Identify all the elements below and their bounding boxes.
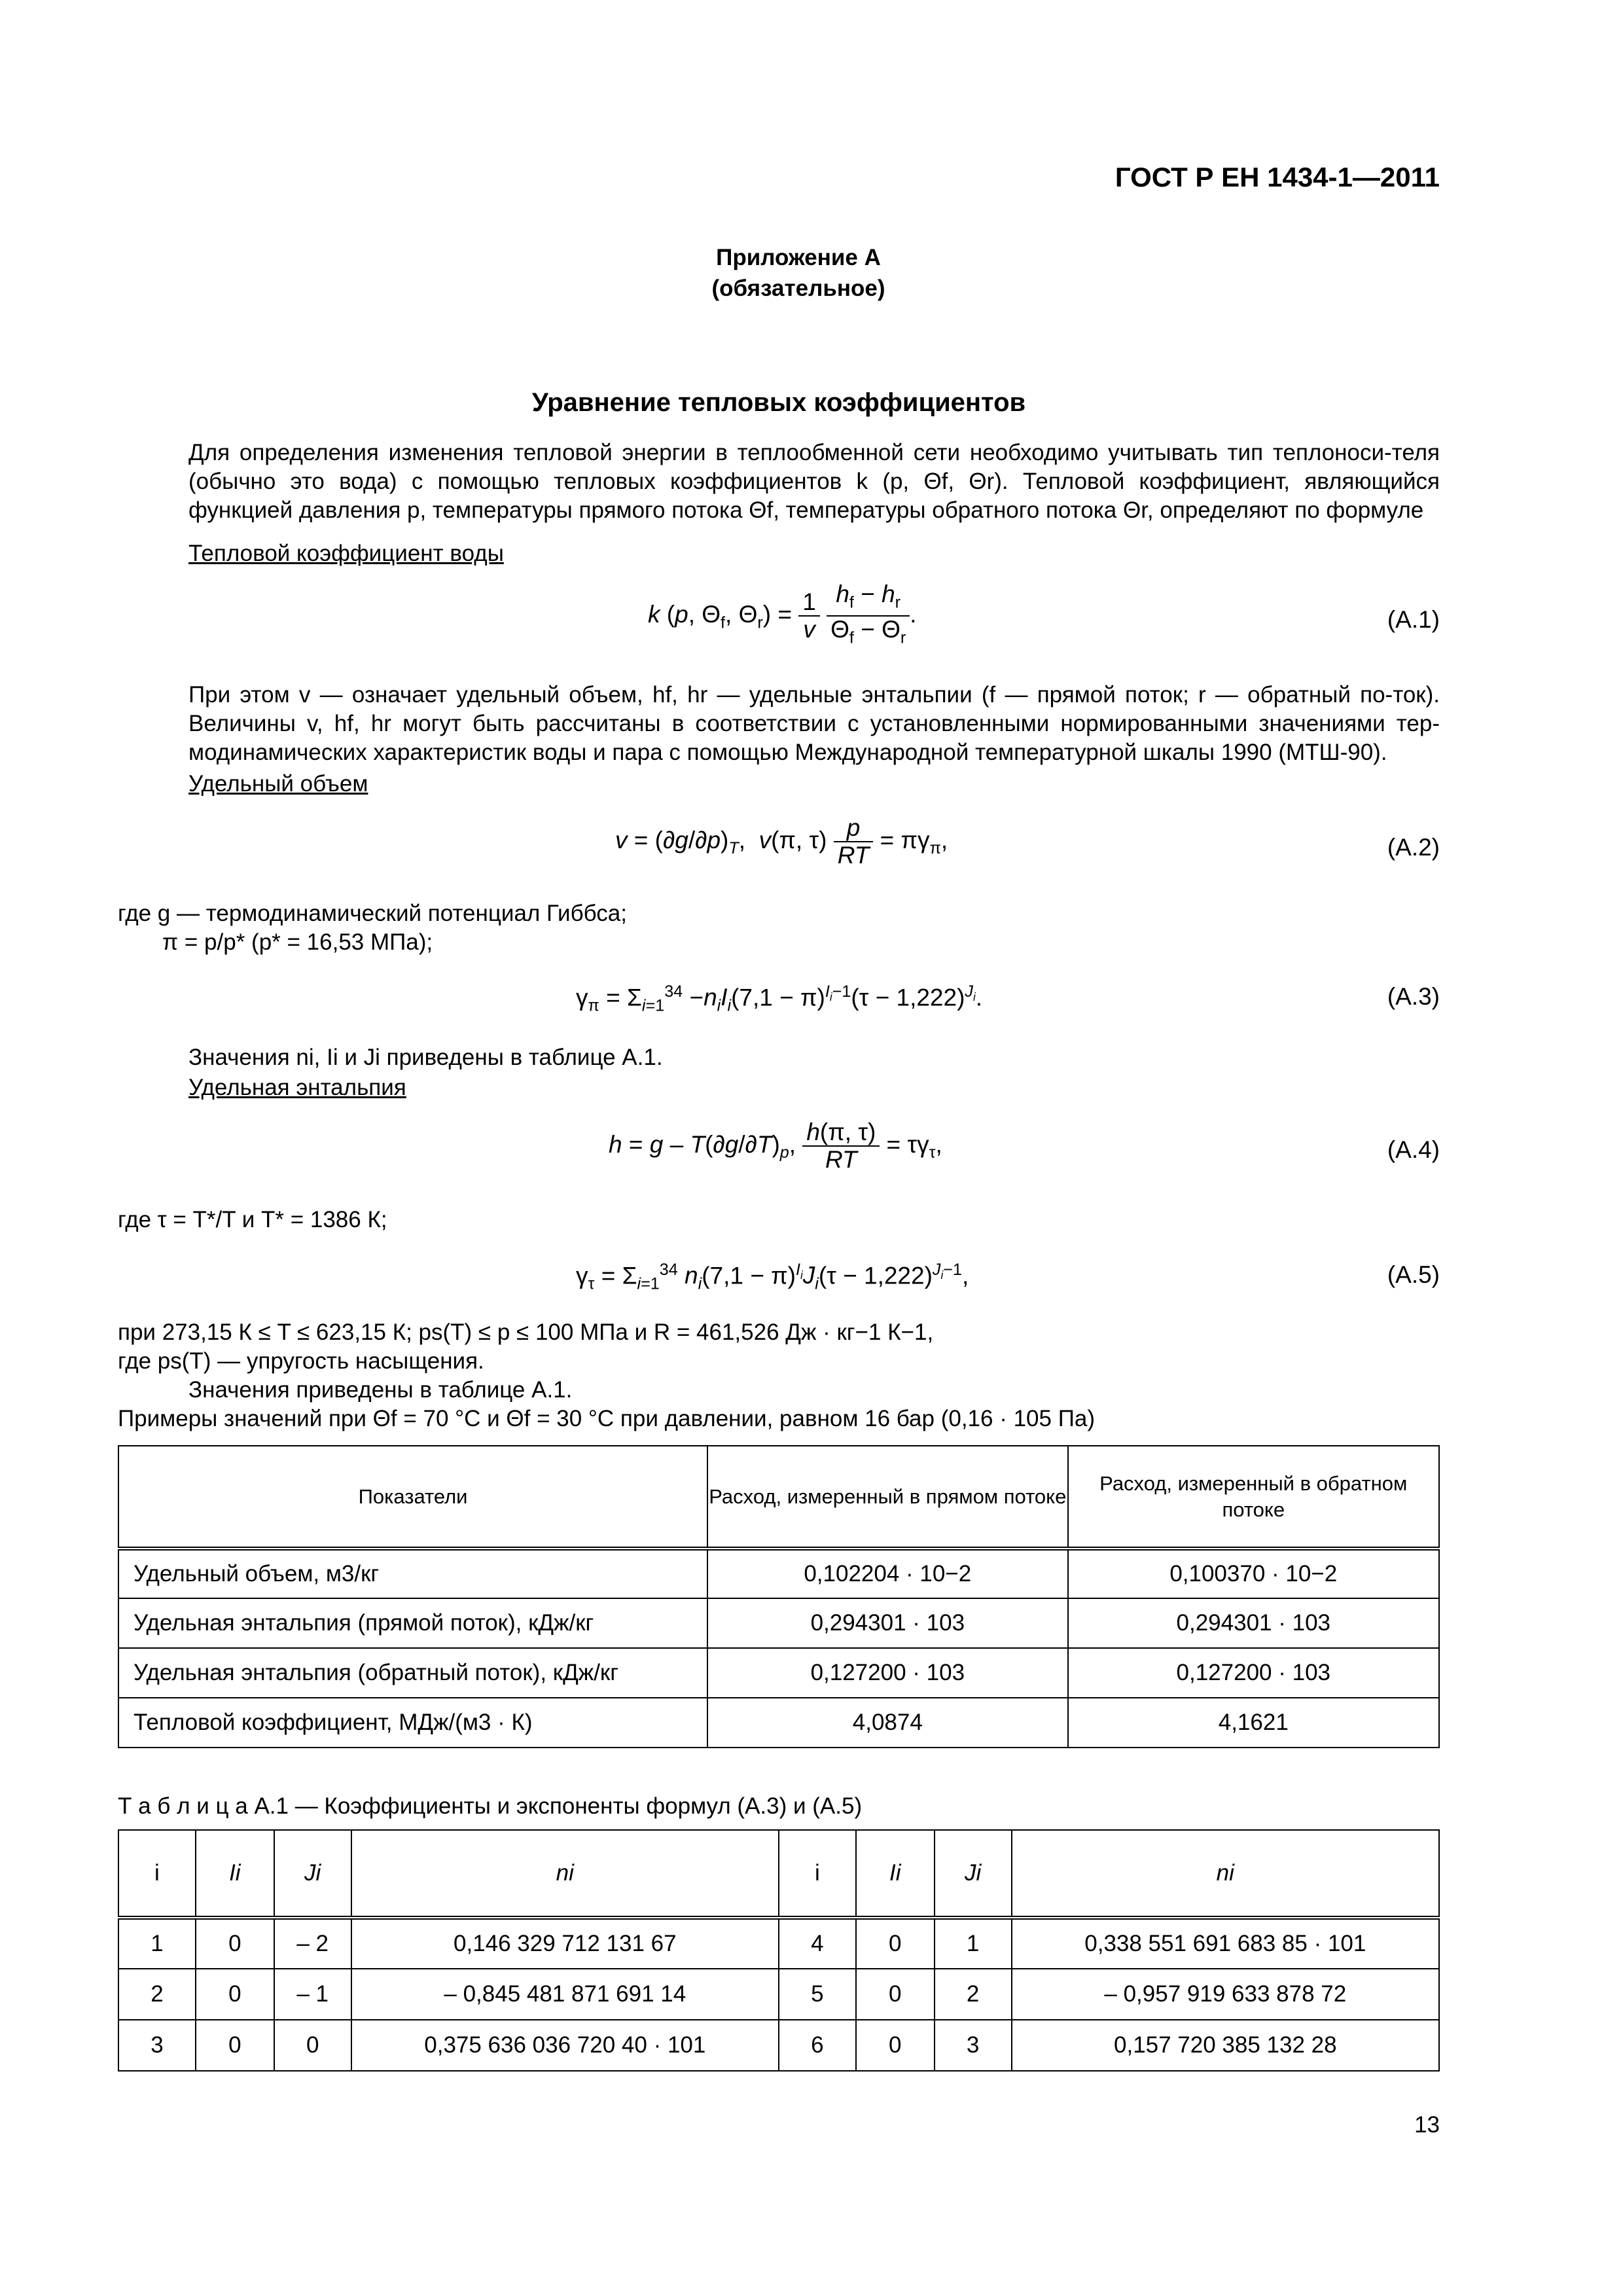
- example-values-intro: Примеры значений при Θf = 70 °С и Θf = 30 °С при давлении, равном 16 бар (0,16 · 105 Па): [118, 1406, 1095, 1431]
- explanation-paragraph: [118, 681, 1440, 767]
- annex-title: Приложение А: [716, 245, 881, 270]
- header-I: Ii: [856, 1830, 935, 1918]
- header-i: i: [118, 1830, 196, 1918]
- cell: 2: [935, 1969, 1012, 2020]
- values-given-note: Значения приведены в таблице А.1.: [188, 1377, 573, 1403]
- table-row: [118, 1698, 1439, 1748]
- cell: – 2: [274, 1918, 351, 1969]
- example-table-header-row: [118, 1446, 1439, 1549]
- equation-number-a5: (А.5): [1387, 1261, 1440, 1288]
- cell-value: 0,294301 · 103: [1068, 1598, 1439, 1648]
- cell: 6: [779, 2020, 856, 2071]
- table-row: [118, 1549, 1439, 1598]
- validity-conditions: при 273,15 К ≤ T ≤ 623,15 К; ps(T) ≤ p ≤ 100 МПа и R = 461,526 Дж · кг−1 К−1,: [118, 1319, 934, 1345]
- cell: 0,157 720 385 132 28: [1012, 2020, 1439, 2071]
- header-n: ni: [1012, 1830, 1439, 1918]
- intro-paragraph: [118, 439, 1440, 525]
- cell: 0,338 551 691 683 85 · 101: [1012, 1918, 1439, 1969]
- specific-volume-heading: Удельный объем: [188, 771, 368, 797]
- header-indicators: Показатели: [118, 1446, 707, 1549]
- row-label: Удельная энтальпия (прямой поток), кДж/кг: [118, 1598, 707, 1648]
- formula-a1: k (p, $\Theta_f$, $\Theta_r$) = $\frac{1}{v}$ $\frac{h_f - h_r}{\Theta_f - \Theta_r}$ .: [648, 581, 917, 647]
- cell: 3: [935, 2020, 1012, 2071]
- cell: 1: [935, 1918, 1012, 1969]
- table-row: [118, 1918, 1439, 1969]
- cell: 0: [856, 2020, 935, 2071]
- cell-value: 0,102204 · 10−2: [707, 1549, 1067, 1598]
- table-row: [118, 2020, 1439, 2071]
- formula-a2: $v = (\partial g/\partial p)_T$, v(π, τ) $\frac{p}{RT}$ = $\pi\gamma_\pi$,: [615, 814, 948, 869]
- example-values-table: [118, 1445, 1440, 1748]
- header-I: Ii: [196, 1830, 274, 1918]
- gibbs-definition: где g — термодинамический потенциал Гиббса;: [118, 901, 627, 926]
- table-row: [118, 1648, 1439, 1698]
- cell: 0: [196, 1918, 274, 1969]
- equation-number-a2: (А.2): [1387, 834, 1440, 861]
- cell: – 0,957 919 633 878 72: [1012, 1969, 1439, 2020]
- equation-number-a3: (А.3): [1387, 983, 1440, 1010]
- cell-value: 4,1621: [1068, 1698, 1439, 1748]
- annex-heading: [458, 242, 1139, 304]
- formula-a3: $\gamma_\pi = \Sigma_{i=1}^{34} -n_iI_i(7,1 - \pi)^{I_i-1}(\tau - 1,222)^{J_i}$.: [576, 982, 983, 1015]
- cell: 0: [196, 2020, 274, 2071]
- table-row: [118, 1969, 1439, 2020]
- annex-status: (обязательное): [711, 276, 885, 301]
- header-n: ni: [351, 1830, 779, 1918]
- equation-number-a1: (А.1): [1387, 606, 1440, 633]
- values-reference: Значения ni, Ii и Ji приведены в таблице А.1.: [188, 1045, 663, 1070]
- formula-a5: $\gamma_\tau = \Sigma_{i=1}^{34}$ $n_i(7,1 - \pi)^{I_i}J_i(\tau - 1,222)^{J_i-1}$,: [576, 1261, 969, 1293]
- cell: 0: [196, 1969, 274, 2020]
- cell: 0: [274, 2020, 351, 2071]
- cell: – 0,845 481 871 691 14: [351, 1969, 779, 2020]
- cell: 0,146 329 712 131 67: [351, 1918, 779, 1969]
- header-J: Ji: [935, 1830, 1012, 1918]
- cell: 0,375 636 036 720 40 · 101: [351, 2020, 779, 2071]
- cell-value: 0,294301 · 103: [707, 1598, 1067, 1648]
- saturation-pressure-definition: где ps(T) — упругость насыщения.: [118, 1348, 484, 1374]
- cell: 1: [118, 1918, 196, 1969]
- row-label: Удельная энтальпия (обратный поток), кДж/кг: [118, 1648, 707, 1698]
- coefficients-header-row: [118, 1830, 1439, 1918]
- table-a1-caption: Т а б л и ц а А.1 — Коэффициенты и экспоненты формул (А.3) и (А.5): [118, 1793, 863, 1819]
- tau-definition: где τ = T*/T и T* = 1386 К;: [118, 1207, 387, 1232]
- header-return-flow: Расход, измеренный в обратном потоке: [1068, 1446, 1439, 1549]
- header-i: i: [779, 1830, 856, 1918]
- cell: 0: [856, 1969, 935, 2020]
- cell: 5: [779, 1969, 856, 2020]
- explanation-text: При этом v — означает удельный объем, hf, hr — удельные энтальпии (f — прямой поток; r — обратный по-ток). Величины v, hf, hr могут быть рассчитаны в соответствии с установленными нормированными значениями тер-модинамических характеристик воды и пара с помощью Международной температурной шкалы 1990 (МТШ-90).: [188, 682, 1440, 765]
- row-label: Удельный объем, м3/кг: [118, 1549, 707, 1598]
- cell: 0: [856, 1918, 935, 1969]
- cell-value: 0,127200 · 103: [707, 1648, 1067, 1698]
- cell: 2: [118, 1969, 196, 2020]
- document-code: ГОСТ Р ЕН 1434-1—2011: [1115, 162, 1440, 192]
- equation-number-a4: (А.4): [1387, 1136, 1440, 1163]
- coefficients-table: [118, 1829, 1440, 2072]
- intro-text: Для определения изменения тепловой энергии в теплообменной сети необходимо учитывать тип теплоноси-теля (обычно это вода) с помощью тепловых коэффициентов k (p, Θf, Θr). Тепловой коэффициент, являющийся функцией давления p, температуры прямого потока Θf, температуры обратного потока Θr, определяют по формуле: [188, 440, 1440, 523]
- section-title: Уравнение тепловых коэффициентов: [531, 388, 1026, 417]
- table-row: [118, 1598, 1439, 1648]
- pi-definition: π = p/p* (p* = 16,53 МПа);: [162, 929, 433, 955]
- cell: 4: [779, 1918, 856, 1969]
- formula-a4: $h = g - T(\partial g/\partial T)_p$, $\frac{h(\pi, \tau)}{RT}$ = $\tau\gamma_\tau$,: [609, 1119, 942, 1173]
- cell-value: 4,0874: [707, 1698, 1067, 1748]
- row-label: Тепловой коэффициент, МДж/(м3 · К): [118, 1698, 707, 1748]
- specific-enthalpy-heading: Удельная энтальпия: [188, 1075, 406, 1100]
- cell: – 1: [274, 1969, 351, 2020]
- cell-value: 0,127200 · 103: [1068, 1648, 1439, 1698]
- cell-value: 0,100370 · 10−2: [1068, 1549, 1439, 1598]
- page-number: 13: [1414, 2112, 1440, 2138]
- water-coefficient-heading: Тепловой коэффициент воды: [188, 541, 504, 566]
- header-forward-flow: Расход, измеренный в прямом потоке: [707, 1446, 1067, 1549]
- header-J: Ji: [274, 1830, 351, 1918]
- cell: 3: [118, 2020, 196, 2071]
